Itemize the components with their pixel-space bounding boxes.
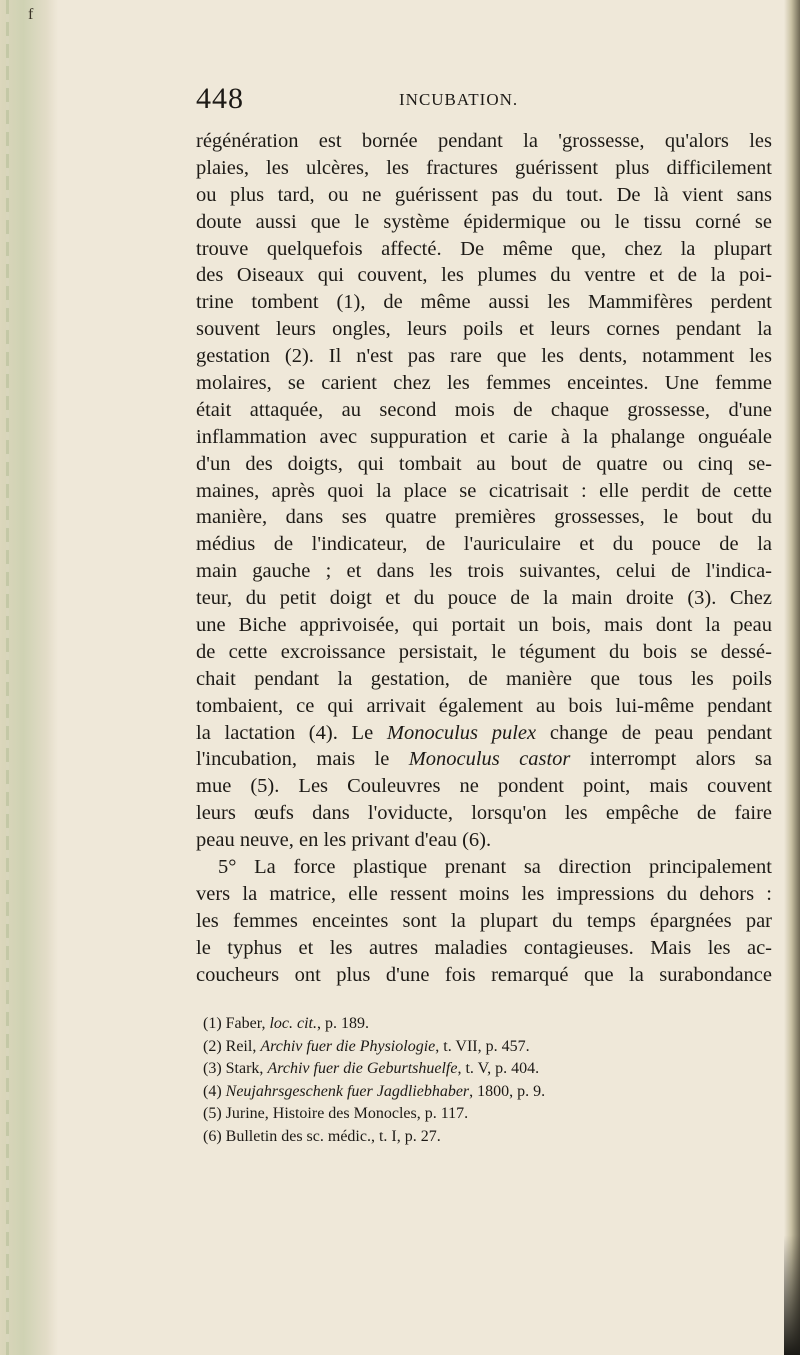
footnote (203, 1058, 763, 1081)
footnote (203, 1081, 763, 1104)
text-line: gestation (2). Il n'est pas rare que les dents, notamment les (196, 345, 772, 368)
text-line: molaires, se carient chez les femmes enceintes. Une femme (196, 372, 772, 395)
text-line: médius de l'indicateur, de l'auriculaire et du pouce de la (196, 533, 772, 556)
text-line: chait pendant la gestation, de manière que tous les poils (196, 667, 772, 690)
footnote-title: loc. cit. (269, 1015, 317, 1032)
text-line: était attaquée, au second mois de chaque grossesse, d'une (196, 398, 772, 421)
text-line: leurs œufs dans l'oviducte, lorsqu'on les empêche de faire (196, 802, 772, 825)
footnote-text: (3) Stark, (203, 1060, 268, 1078)
footnote-text: (2) Reil, (203, 1037, 261, 1055)
footnote-text: (1) Faber, (203, 1015, 270, 1032)
text-line: plaies, les ulcères, les fractures guérissent plus difficilement (196, 156, 772, 179)
footnote-title: Neujahrsgeschenk fuer Jagdliebhaber (225, 1082, 470, 1100)
text-line: teur, du petit doigt et du pouce de la main droite (3). Chez (196, 587, 772, 610)
text-line: de cette excroissance persistait, le tégument du bois se dessé- (196, 640, 772, 663)
text-segment: l'incubation, mais le (196, 748, 409, 771)
text-line (196, 746, 772, 773)
text-line: le typhus et les autres maladies contagieuses. Mais les ac- (196, 936, 772, 959)
footnote-text: (4) (203, 1082, 226, 1100)
footnote (203, 1036, 763, 1059)
text-line: trouve quelquefois affecté. De même que, chez la plupart (196, 237, 772, 260)
page-number: 448 (196, 82, 244, 115)
text-line (196, 720, 772, 747)
footnote-text: , 1800, p. 9. (469, 1082, 546, 1100)
text-line: tombaient, ce qui arrivait également au bois lui-même pendant (196, 694, 772, 717)
text-line: souvent leurs ongles, leurs poils et leurs cornes pendant la (196, 318, 772, 341)
text-line: trine tombent (1), de même aussi les Mammifères perdent (196, 291, 772, 314)
body-text (196, 128, 772, 989)
corner-mark: f (28, 6, 34, 23)
text-line: main gauche ; et dans les trois suivantes, celui de l'indica- (196, 560, 772, 583)
text-line: d'un des doigts, qui tombait au bout de quatre ou cinq se- (196, 452, 772, 475)
text-line: des Oiseaux qui couvent, les plumes du ventre et de la poi- (196, 264, 772, 287)
scan-gutter-right (784, 0, 800, 1355)
text-line: 5° La force plastique prenant sa direction principalement (218, 856, 772, 879)
footnotes (203, 1013, 763, 1149)
footnote-text: , t. V, p. 404. (457, 1060, 540, 1078)
text-segment: la lactation (4). Le (196, 721, 387, 744)
page-header (196, 82, 756, 122)
footnote (203, 1103, 763, 1126)
text-segment: change de peau pendant (536, 721, 772, 744)
text-line: inflammation avec suppuration et carie à la phalange onguéale (196, 425, 772, 448)
text-segment: interrompt alors sa (570, 748, 772, 771)
footnote (203, 1126, 763, 1149)
text-line: peau neuve, en les privant d'eau (6). (196, 829, 492, 852)
text-line: une Biche apprivoisée, qui portait un bois, mais dont la peau (196, 614, 772, 637)
footnote (203, 1013, 763, 1036)
footnote-text: , p. 189. (317, 1015, 369, 1032)
species-name: Monoculus pulex (386, 721, 537, 744)
running-head: INCUBATION. (399, 90, 519, 109)
text-line: régénération est bornée pendant la 'grossesse, qu'alors les (196, 130, 772, 152)
footnote-text: (5) Jurine, Histoire des Monocles, p. 117. (203, 1105, 469, 1123)
text-line: manière, dans ses quatre premières grossesses, le bout du (196, 506, 772, 529)
footnote-text: , t. VII, p. 457. (435, 1037, 530, 1055)
footnote-text: (6) Bulletin des sc. médic., t. I, p. 27. (203, 1127, 441, 1145)
text-line: les femmes enceintes sont la plupart du temps épargnées par (196, 909, 772, 932)
text-line: ou plus tard, ou ne guérissent pas du tout. De là vient sans (196, 183, 772, 206)
text-line: maines, après quoi la place se cicatrisait : elle perdit de cette (196, 479, 772, 502)
footnote-title: Archiv fuer die Geburtshuelfe (267, 1060, 458, 1078)
text-line: vers la matrice, elle ressent moins les impressions du dehors : (196, 882, 772, 905)
scan-gutter-left (0, 0, 58, 1355)
text-line: doute aussi que le système épidermique ou le tissu corné se (196, 210, 772, 233)
text-line: coucheurs ont plus d'une fois remarqué que la surabondance (196, 963, 772, 986)
footnote-title: Archiv fuer die Physiologie (260, 1037, 436, 1055)
species-name: Monoculus castor (408, 748, 571, 771)
text-line: mue (5). Les Couleuvres ne pondent point, mais couvent (196, 775, 772, 798)
